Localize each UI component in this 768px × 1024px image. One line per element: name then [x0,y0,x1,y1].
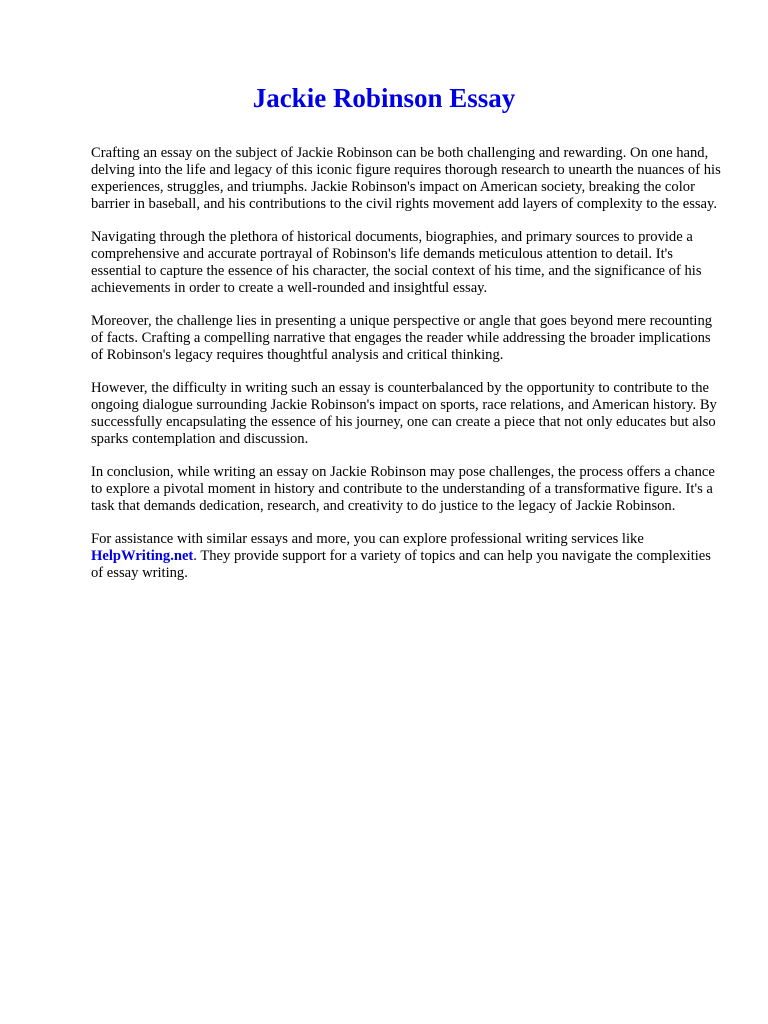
paragraph-1: Crafting an essay on the subject of Jackie Robinson can be both challenging and rewarding. On one hand, delving into the life and legacy of this iconic figure requires thorough research to unearth the nuances of his experiences, struggles, and triumphs. Jackie Robinson's impact on American society, breaking the color barrier in baseball, and his contributions to the civil rights movement add layers of complexity to the essay. [91,145,721,212]
paragraph-6 [91,531,725,582]
essay-body [91,145,725,598]
page-title: Jackie Robinson Essay [252,83,516,113]
helpwriting-link[interactable]: HelpWriting.net [91,548,194,564]
paragraph-2: Navigating through the plethora of historical documents, biographies, and primary sources to provide a comprehensive and accurate portrayal of Robinson's life demands meticulous attention to detail. It's essential to capture the essence of his character, the social context of his time, and the significance of his achievements in order to create a well-rounded and insightful essay. [91,229,702,296]
paragraph-5: In conclusion, while writing an essay on Jackie Robinson may pose challenges, the process offers a chance to explore a pivotal moment in history and contribute to the understanding of a transformative figure. It's a task that demands dedication, research, and creativity to do justice to the legacy of Jackie Robinson. [91,464,715,514]
paragraph-6-outro: . They provide support for a variety of topics and can help you navigate the complexities of essay writing. [91,548,711,581]
paragraph-3: Moreover, the challenge lies in presenting a unique perspective or angle that goes beyond mere recounting of facts. Crafting a compelling narrative that engages the reader while addressing the broader implications of Robinson's legacy requires thoughtful analysis and critical thinking. [91,313,713,363]
paragraph-6-intro: For assistance with similar essays and more, you can explore professional writing services like [91,531,644,547]
paragraph-4: However, the difficulty in writing such an essay is counterbalanced by the opportunity to contribute to the ongoing dialogue surrounding Jackie Robinson's impact on sports, race relations, and American history. By successfully encapsulating the essence of his journey, one can create a piece that not only educates but also sparks contemplation and discussion. [91,380,717,447]
